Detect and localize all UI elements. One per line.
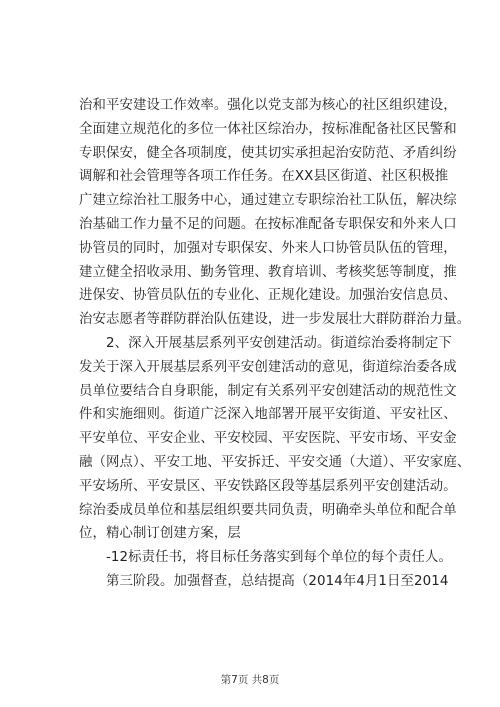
text-line: 专职保安，健全各项制度，使其切实承担起治安防范、矛盾纠纷 bbox=[79, 145, 457, 161]
paragraph-start-line: 2、深入开展基层系列平安创建活动。街道综治委将制定下 bbox=[106, 335, 452, 351]
text-line: 员单位要结合自身职能，制定有关系列平安创建活动的规范性文 bbox=[79, 383, 457, 399]
paragraph-start-line: -12标责任书，将目标任务落实到每个单位的每个责任人。 bbox=[106, 550, 452, 566]
text-line: 位，精心制订创建方案，层 bbox=[79, 526, 241, 542]
text-line: 综治委成员单位和基层组织要共同负责，明确牵头单位和配合单 bbox=[79, 502, 457, 518]
page-number-footer: 第7页 共8页 bbox=[220, 674, 280, 686]
text-line: 发关于深入开展基层系列平安创建活动的意见，街道综治委各成 bbox=[79, 359, 457, 375]
text-line: 治和平安建设工作效率。强化以党支部为核心的社区组织建设， bbox=[79, 98, 457, 113]
text-line: 建立健全招收录用、勤务管理、教育培训、考核奖惩等制度，推 bbox=[79, 264, 457, 280]
text-line: 治基础工作力量不足的问题。在按标准配备专职保安和外来人口 bbox=[79, 216, 457, 232]
text-line: 协管员的同时，加强对专职保安、外来人口协管员队伍的管理， bbox=[79, 240, 457, 256]
text-line: 平安单位、平安企业、平安校园、平安医院、平安市场、平安金 bbox=[79, 431, 457, 447]
text-line: 进保安、协管员队伍的专业化、正规化建设。加强治安信息员、 bbox=[79, 288, 457, 304]
paragraph-start-line: 第三阶段。加强督查，总结提高（2014年4月1日至2014 bbox=[106, 573, 449, 589]
text-line: 全面建立规范化的多位一体社区综治办，按标准配备社区民警和 bbox=[79, 121, 457, 137]
text-line: 平安场所、平安景区、平安铁路区段等基层系列平安创建活动。 bbox=[79, 478, 457, 494]
text-line: 件和实施细则。街道广泛深入地部署开展平安街道、平安社区、 bbox=[79, 407, 457, 423]
body-text bbox=[79, 94, 471, 594]
text-line: 广建立综治社工服务中心，通过建立专职综治社工队伍，解决综 bbox=[79, 193, 457, 209]
text-line: 调解和社会管理等各项工作任务。在XX县区街道、社区积极推 bbox=[79, 169, 449, 185]
text-line: 融（网点）、平安工地、平安拆迁、平安交通（大道）、平安家庭、 bbox=[79, 454, 471, 470]
text-line: 治安志愿者等群防群治队伍建设，进一步发展壮大群防群治力量。 bbox=[79, 312, 471, 328]
